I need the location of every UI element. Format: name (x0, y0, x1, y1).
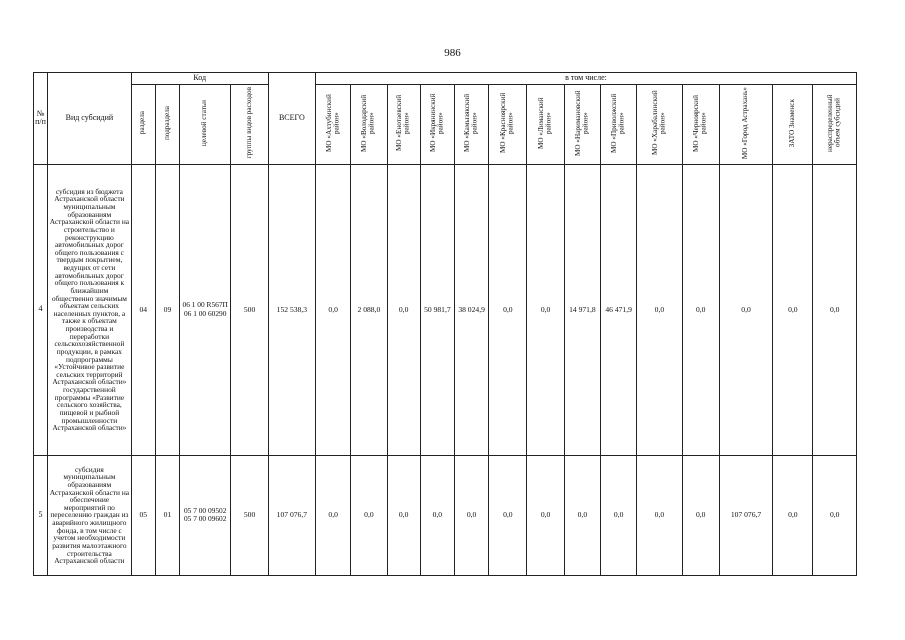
row-gruppa: 500 (231, 455, 268, 575)
row-podrazdel: 01 (155, 455, 179, 575)
row-razdel: 05 (131, 455, 155, 575)
row-value: 0,0 (527, 164, 564, 455)
row-gruppa: 500 (231, 164, 268, 455)
header-kod-podrazdel: подраздела (155, 85, 179, 165)
header-vtom-group: в том числе: (316, 73, 857, 85)
page-number: 986 (444, 47, 461, 59)
header-row-2 (34, 85, 857, 165)
row-num: 5 (34, 455, 48, 575)
row-value: 0,0 (637, 164, 682, 455)
header-mo-col: МО «Красноярский район» (489, 85, 527, 165)
header-mo-col: ЗАТО Знаменск (773, 85, 813, 165)
header-row-1 (34, 73, 857, 85)
row-value: 0,0 (813, 164, 857, 455)
celevaya-code: 05 7 00 09502 (183, 505, 227, 515)
header-mo-col: МО «Харабалинский район» (637, 85, 682, 165)
celevaya-code: 06 1 00 60290 (183, 308, 227, 318)
row-value: 0,0 (773, 455, 813, 575)
header-kod-razdel: раздела (131, 85, 155, 165)
row-value: 0,0 (316, 164, 351, 455)
table-row (34, 455, 857, 575)
row-value: 0,0 (454, 455, 488, 575)
row-celevaya (180, 455, 231, 575)
row-value: 46 471,9 (601, 164, 637, 455)
header-kod-gruppa: группы видов расходов (231, 85, 268, 165)
header-mo-col: МО «Камызякский район» (454, 85, 488, 165)
header-mo-col: МО «Город Астрахань» (719, 85, 772, 165)
header-num: № п/п (34, 73, 48, 165)
subsidy-table (33, 72, 857, 576)
row-value: 38 024,9 (454, 164, 488, 455)
row-razdel: 04 (131, 164, 155, 455)
header-mo-col: МО «Лиманский район» (527, 85, 564, 165)
row-description: субсидия муниципальным образованиям Астраханской области на обеспечение мероприятий по переселению граждан из аварийного жилищного фонда, в том числе с учетом необходимости развития малоэтажного строительства Астраханской области (48, 455, 132, 575)
celevaya-code: 05 7 00 09602 (183, 514, 227, 524)
row-value: 0,0 (773, 164, 813, 455)
header-mo-col: МО «Ахтубинский район» (316, 85, 351, 165)
row-value: 0,0 (682, 164, 719, 455)
header-mo-col: МО «Приволжский район» (601, 85, 637, 165)
header-mo-col: МО «Наримановский район» (564, 85, 600, 165)
row-celevaya (180, 164, 231, 455)
header-mo-col: МО «Володарский район» (351, 85, 387, 165)
row-value: 0,0 (489, 164, 527, 455)
row-value: 0,0 (601, 455, 637, 575)
row-value: 0,0 (682, 455, 719, 575)
row-value: 107 076,7 (719, 455, 772, 575)
celevaya-code: 06 1 00 R567П (182, 300, 228, 310)
row-total: 152 538,3 (268, 164, 315, 455)
row-num: 4 (34, 164, 48, 455)
row-value: 0,0 (420, 455, 454, 575)
row-value: 50 981,7 (420, 164, 454, 455)
header-mo-col: МО «Енотаевский район» (387, 85, 420, 165)
row-value: 0,0 (489, 455, 527, 575)
row-value: 2 088,0 (351, 164, 387, 455)
row-value: 0,0 (637, 455, 682, 575)
row-value: 0,0 (719, 164, 772, 455)
row-podrazdel: 09 (155, 164, 179, 455)
row-value: 0,0 (351, 455, 387, 575)
row-description: субсидия из бюджета Астраханской области муниципальным образованиям Астраханской области на строительство и реконструкцию автомобильных дорог общего пользования с твердым покрытием, ведущих от сети автомобильных дорог общего пользования к ближайшим общественно значимым объектам сельских населенных пунктов, а также к объектам производства и переработки сельскохозяйственной продукции, в рамках подпрограммы «Устойчивое развитие сельских территорий Астраханской области» государственной программы «Развитие сельского хозяйства, пищевой и рыбной промышленности Астраханской области» (48, 164, 132, 455)
row-total: 107 076,7 (268, 455, 315, 575)
table-row (34, 164, 857, 455)
header-mo-col: МО «Черноярский район» (682, 85, 719, 165)
header-mo-col: МО «Икрянинский район» (420, 85, 454, 165)
header-kod-group: Код (131, 73, 268, 85)
row-value: 0,0 (316, 455, 351, 575)
row-value: 0,0 (387, 455, 420, 575)
row-value: 14 971,8 (564, 164, 600, 455)
header-total: ВСЕГО (268, 73, 315, 165)
row-value: 0,0 (387, 164, 420, 455)
header-vid: Вид субсидий (48, 73, 132, 165)
row-value: 0,0 (527, 455, 564, 575)
row-value: 0,0 (564, 455, 600, 575)
header-mo-col: нераспределенный объем субсидий (813, 85, 857, 165)
row-value: 0,0 (813, 455, 857, 575)
header-kod-celevaya: целевой статьи (180, 85, 231, 165)
